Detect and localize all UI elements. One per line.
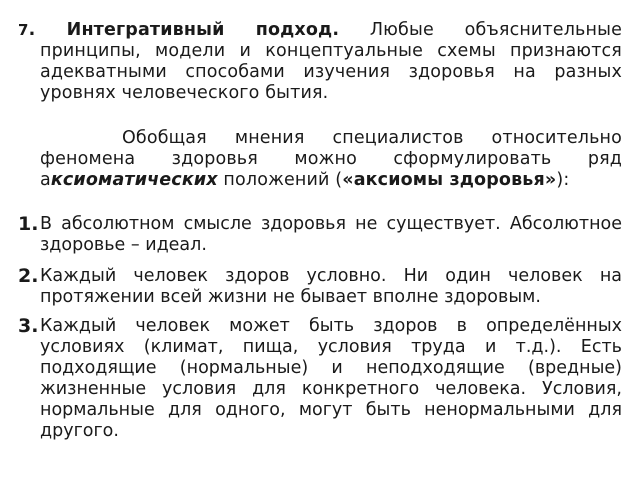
list-item-number: 2. [18,265,39,287]
list-item-text: В абсолютном смысле здоровья не существует. Абсолютное здоровье – идеал. [40,214,622,255]
summary-middle: положений ( [217,170,343,190]
list-item-number: 1. [18,213,39,235]
summary-paragraph [40,128,622,191]
list-item [18,266,622,308]
list-item [18,316,622,442]
section-7-number: 7 [18,21,29,39]
summary-lead: Обобщая мнения специалистов относительно феномена здоровья можно сформулировать ряд а [40,128,622,190]
summary-term: ксиоматических [50,170,218,190]
summary-text [40,128,622,191]
section-7-title: . Интегративный подход. [28,20,340,40]
list-item [18,214,622,256]
list-item-text: Каждый человек может быть здоров в определённых условиях (климат, пища, условия труда и т.д.). Есть подходящие (нормальные) и неподходящие (вредные) жизненные условия для конкретного человека. Условия, нормальные для одного, могут быть ненормальными для другого. [40,316,622,441]
list-item-text: Каждый человек здоров условно. Ни один человек на протяжении всей жизни не бывает вполне здоровым. [40,266,622,307]
section-7-text: Любые объяснительные принципы, модели и концептуальные схемы признаются адекватными способами изучения здоровья на разных уровнях человеческого бытия. [40,20,622,103]
summary-tail: ): [556,170,570,190]
section-7-hanging [18,20,622,104]
summary-axioms: «аксиомы здоровья» [342,170,557,190]
section-7-paragraph [18,20,622,104]
list-item-number: 3. [18,315,39,337]
